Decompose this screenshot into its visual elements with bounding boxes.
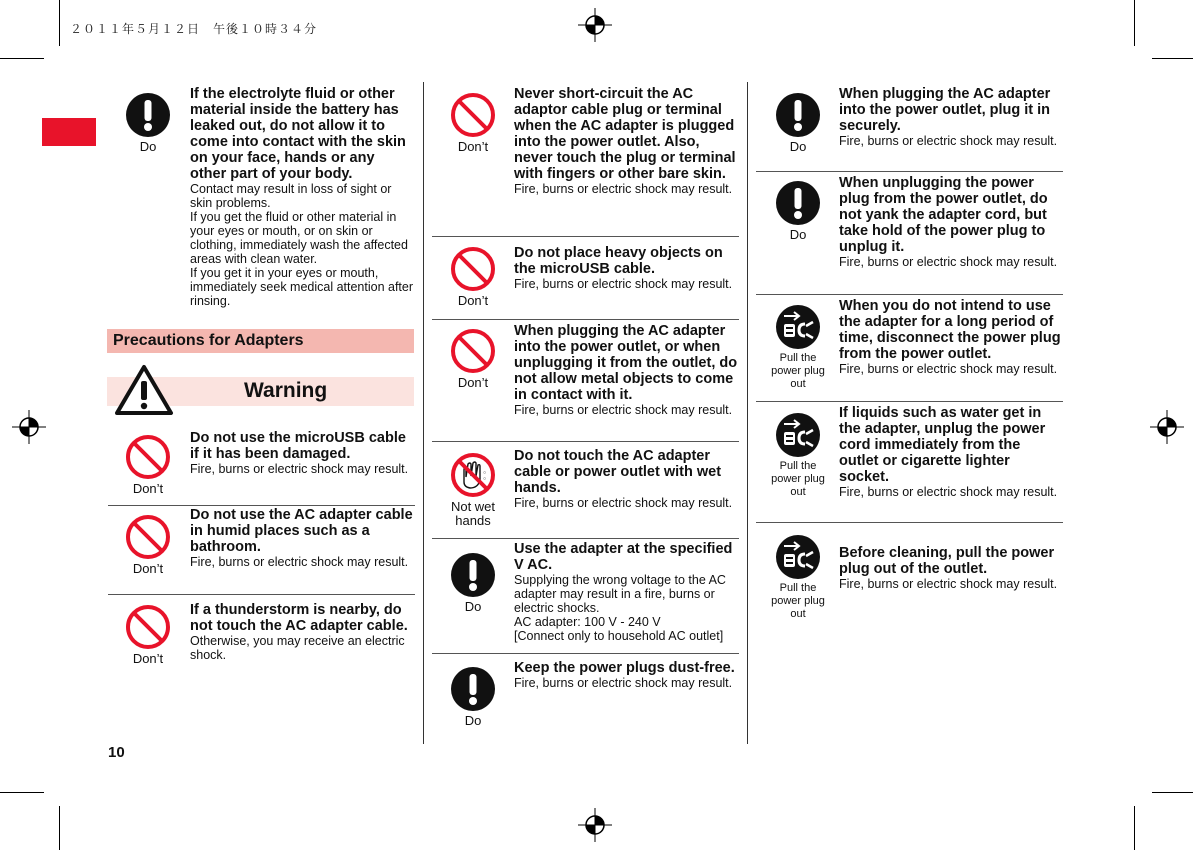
symbol-label: Do	[464, 599, 482, 614]
precaution-item	[514, 86, 736, 196]
dont-symbol	[122, 434, 174, 496]
registration-mark-icon	[1150, 410, 1184, 444]
symbol-label: Do	[789, 227, 807, 242]
item-divider	[432, 538, 739, 539]
precaution-body: Fire, burns or electric shock may result.	[190, 555, 409, 569]
crop-mark	[59, 0, 60, 46]
precaution-item	[514, 245, 736, 291]
dont-symbol	[446, 246, 500, 308]
unplug-symbol	[766, 534, 830, 621]
do-icon	[450, 552, 496, 598]
symbol-label: Don’t	[132, 651, 164, 666]
item-divider	[756, 171, 1063, 172]
precaution-heading: When plugging the AC adapter into the power outlet, plug it in securely.	[839, 86, 1051, 134]
not-wet-hands-symbol	[444, 452, 502, 528]
prohibited-icon	[450, 246, 496, 292]
column-divider	[423, 82, 424, 744]
symbol-label: Do	[464, 713, 482, 728]
do-symbol	[446, 666, 500, 728]
registration-mark-icon	[12, 410, 46, 444]
symbol-label: Don’t	[132, 561, 164, 576]
do-symbol	[771, 92, 825, 154]
symbol-label: Pull the power plug out	[771, 460, 825, 498]
page-number: 10	[108, 744, 125, 761]
symbol-label: Not wet hands	[450, 499, 496, 528]
crop-mark	[1152, 58, 1193, 59]
do-symbol	[771, 180, 825, 242]
symbol-label: Don’t	[132, 481, 164, 496]
do-icon	[125, 92, 171, 138]
precaution-body: Fire, burns or electric shock may result.	[839, 362, 1058, 376]
precaution-body: Fire, burns or electric shock may result.	[839, 577, 1058, 591]
dont-symbol	[446, 328, 500, 390]
unplug-symbol	[766, 412, 830, 499]
precaution-body: Fire, burns or electric shock may result.	[514, 277, 733, 291]
item-divider	[432, 236, 739, 237]
precaution-heading: When plugging the AC adapter into the power outlet, or when unplugging it from the outlet, do not allow metal objects to come in contact with it.	[514, 323, 738, 403]
item-divider	[756, 401, 1063, 402]
prohibited-icon	[125, 434, 171, 480]
unplug-symbol	[766, 304, 830, 391]
do-icon	[450, 666, 496, 712]
warning-label: Warning	[244, 379, 328, 402]
precaution-item	[839, 545, 1063, 591]
column-divider	[747, 82, 748, 744]
precaution-item	[514, 660, 736, 690]
precaution-body: Contact may result in loss of sight or skin problems. If you get the fluid or other material in your eyes or mouth, or on skin or clothing, immediately wash the affected areas with clean water. If you get it in your eyes or mouth, immediately seek medical attention after rinsing.	[190, 182, 414, 308]
do-symbol	[446, 552, 500, 614]
item-divider	[108, 505, 415, 506]
precaution-item	[514, 323, 738, 417]
unplug-icon	[775, 534, 821, 580]
precaution-item	[190, 86, 414, 308]
symbol-label: Pull the power plug out	[771, 352, 825, 390]
precaution-item	[190, 430, 414, 476]
precaution-item	[839, 405, 1061, 499]
dont-symbol	[446, 92, 500, 154]
dont-symbol	[122, 514, 174, 576]
precaution-heading: If liquids such as water get in the adapter, unplug the power cord immediately from the outlet or cigarette lighter socket.	[839, 405, 1046, 485]
precaution-heading: When unplugging the power plug from the power outlet, do not yank the adapter cord, but take hold of the power plug to unplug it.	[839, 175, 1048, 255]
precaution-heading: Keep the power plugs dust-free.	[514, 660, 735, 676]
section-title: Precautions for Adapters	[113, 332, 304, 349]
precaution-body: Fire, burns or electric shock may result.	[514, 182, 733, 196]
unplug-icon	[775, 304, 821, 350]
warning-banner	[107, 377, 414, 406]
precaution-heading: If the electrolyte fluid or other material inside the battery has leaked out, do not allow it to come into contact with the skin on your face, hands or any other part of your body.	[190, 86, 406, 182]
precaution-heading: Do not use the AC adapter cable in humid places such as a bathroom.	[190, 507, 413, 555]
precaution-heading: Do not place heavy objects on the microUSB cable.	[514, 245, 723, 277]
precaution-heading: Use the adapter at the specified V AC.	[514, 541, 733, 573]
precaution-item	[190, 507, 414, 569]
crop-mark	[0, 792, 44, 793]
do-icon	[775, 180, 821, 226]
precaution-heading: Never short-circuit the AC adaptor cable plug or terminal when the AC adapter is plugged into the power outlet. Also, never touch the plug or terminal with fingers or other bare skin.	[514, 86, 736, 182]
precaution-heading: When you do not intend to use the adapter for a long period of time, disconnect the power plug from the power outlet.	[839, 298, 1061, 362]
prohibited-icon	[125, 604, 171, 650]
do-icon	[775, 92, 821, 138]
do-symbol	[122, 92, 174, 154]
prohibited-icon	[450, 92, 496, 138]
precaution-body: Fire, burns or electric shock may result.	[514, 676, 733, 690]
crop-mark	[59, 806, 60, 850]
no-wet-hands-icon	[450, 452, 496, 498]
precaution-item	[190, 602, 416, 662]
symbol-label: Pull the power plug out	[771, 582, 825, 620]
section-header	[107, 329, 414, 353]
precaution-heading: If a thunderstorm is nearby, do not touch the AC adapter cable.	[190, 602, 408, 634]
crop-mark	[0, 58, 44, 59]
precaution-body: Fire, burns or electric shock may result.	[190, 462, 409, 476]
precaution-body: Fire, burns or electric shock may result.	[514, 403, 733, 417]
precaution-heading: Do not use the microUSB cable if it has been damaged.	[190, 430, 406, 462]
prohibited-icon	[125, 514, 171, 560]
prohibited-icon	[450, 328, 496, 374]
symbol-label: Don’t	[457, 375, 489, 390]
registration-mark-icon	[578, 8, 612, 42]
crop-mark	[1134, 806, 1135, 850]
precaution-item	[839, 86, 1061, 148]
precaution-item	[839, 175, 1061, 269]
precaution-body: Fire, burns or electric shock may result.	[839, 134, 1058, 148]
precaution-body: Fire, burns or electric shock may result.	[514, 496, 733, 510]
precaution-item	[514, 541, 738, 643]
item-divider	[432, 441, 739, 442]
symbol-label: Do	[139, 139, 157, 154]
precaution-body: Fire, burns or electric shock may result.	[839, 485, 1058, 499]
warning-triangle-icon	[113, 364, 175, 416]
crop-mark	[1152, 792, 1193, 793]
precaution-body: Fire, burns or electric shock may result.	[839, 255, 1058, 269]
registration-mark-icon	[578, 808, 612, 842]
symbol-label: Do	[789, 139, 807, 154]
crop-mark	[1134, 0, 1135, 46]
unplug-icon	[775, 412, 821, 458]
precaution-heading: Do not touch the AC adapter cable or power outlet with wet hands.	[514, 448, 722, 496]
precaution-body: Supplying the wrong voltage to the AC adapter may result in a fire, burns or electric shocks. AC adapter: 100 V - 240 V [Connect only to household AC outlet]	[514, 573, 726, 643]
item-divider	[756, 294, 1063, 295]
precaution-heading: Before cleaning, pull the power plug out of the outlet.	[839, 545, 1055, 577]
item-divider	[756, 522, 1063, 523]
precaution-body: Otherwise, you may receive an electric shock.	[190, 634, 405, 662]
dont-symbol	[122, 604, 174, 666]
item-divider	[432, 319, 739, 320]
symbol-label: Don’t	[457, 293, 489, 308]
item-divider	[108, 594, 415, 595]
symbol-label: Don’t	[457, 139, 489, 154]
precaution-item	[839, 298, 1063, 376]
precaution-item	[514, 448, 736, 510]
print-timestamp: ２０１１年５月１２日 午後１０時３４分	[70, 22, 318, 36]
chapter-tab	[42, 118, 96, 146]
item-divider	[432, 653, 739, 654]
